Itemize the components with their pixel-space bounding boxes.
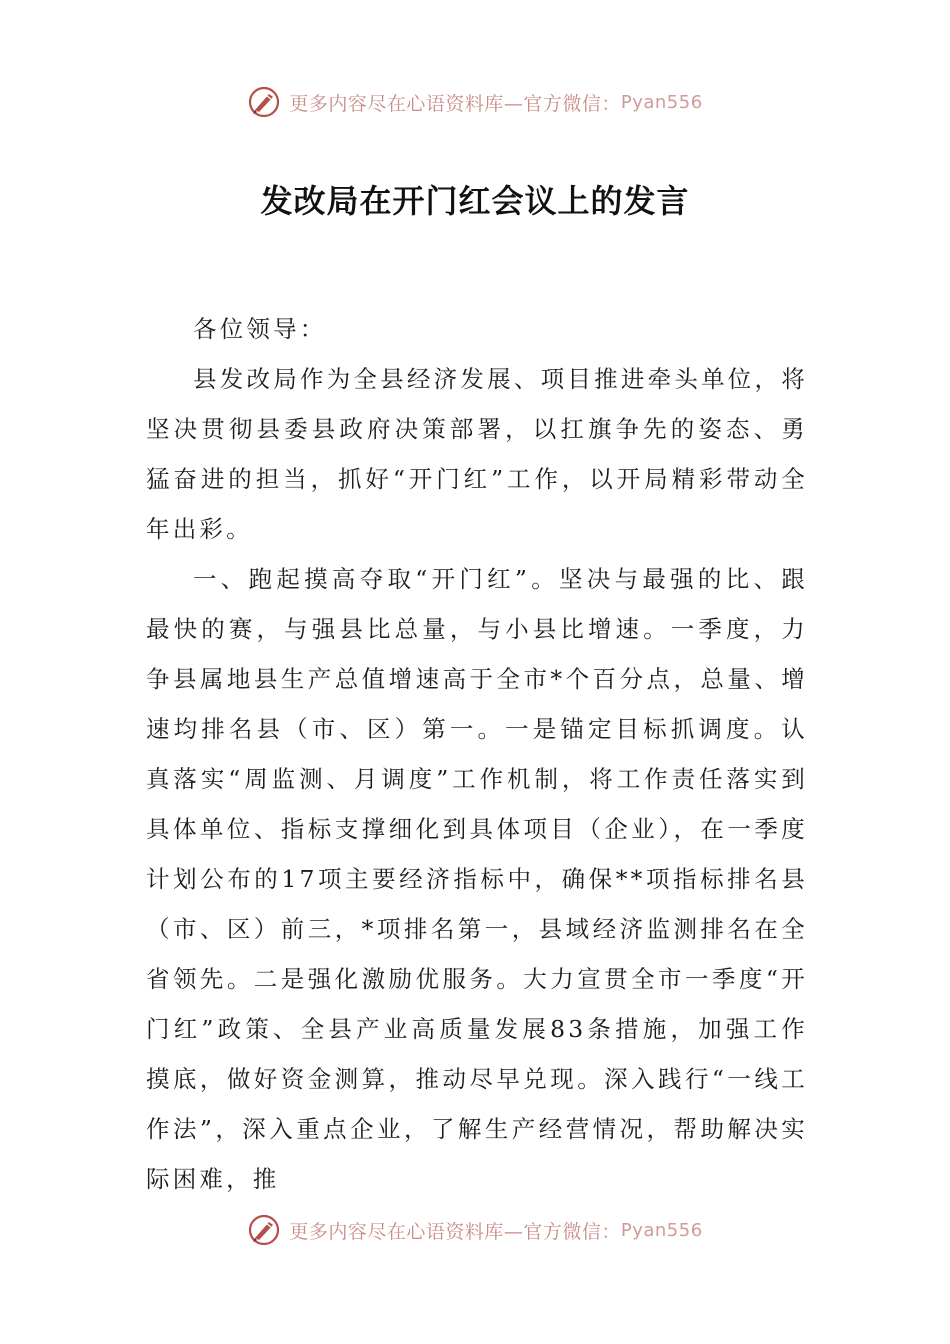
watermark-text: 更多内容尽在心语资料库—官方微信：: [289, 1220, 621, 1243]
watermark-banner-top: [0, 80, 950, 124]
pen-logo-icon: [247, 85, 281, 119]
salutation-paragraph: 各位领导：: [193, 315, 327, 343]
document-title: 发改局在开门红会议上的发言: [260, 182, 690, 220]
watermark-wechat-id: Pyan556: [620, 91, 703, 113]
watermark-banner-bottom: [0, 1208, 950, 1252]
watermark-wechat-id: Pyan556: [620, 1219, 703, 1241]
intro-paragraph: 县发改局作为全县经济发展、项目推进牵头单位，将坚决贯彻县委县政府决策部署，以扛旗争先的姿态、勇猛奋进的担当，抓好“开门红”工作，以开局精彩带动全年出彩。: [146, 365, 808, 543]
pen-logo-icon: [247, 1213, 281, 1247]
section-one-paragraph: 一、跑起摸高夺取“开门红”。坚决与最强的比、跟最快的赛，与强县比总量，与小县比增速。一季度，力争县属地县生产总值增速高于全市*个百分点，总量、增速均排名县（市、区）第一。一是锚定目标抓调度。认真落实“周监测、月调度”工作机制，将工作责任落实到具体单位、指标支撑细化到具体项目（企业），在一季度计划公布的17项主要经济指标中，确保**项指标排名县（市、区）前三，*项排名第一，县域经济监测排名在全省领先。二是强化激励优服务。大力宣贯全市一季度“开门红”政策、全县产业高质量发展83条措施，加强工作摸底，做好资金测算，推动尽早兑现。深入践行“一线工作法”，深入重点企业，了解生产经营情况，帮助解决实际困难，推: [146, 565, 808, 1193]
watermark-text: 更多内容尽在心语资料库—官方微信：: [289, 92, 621, 115]
document-body: [146, 304, 808, 1204]
